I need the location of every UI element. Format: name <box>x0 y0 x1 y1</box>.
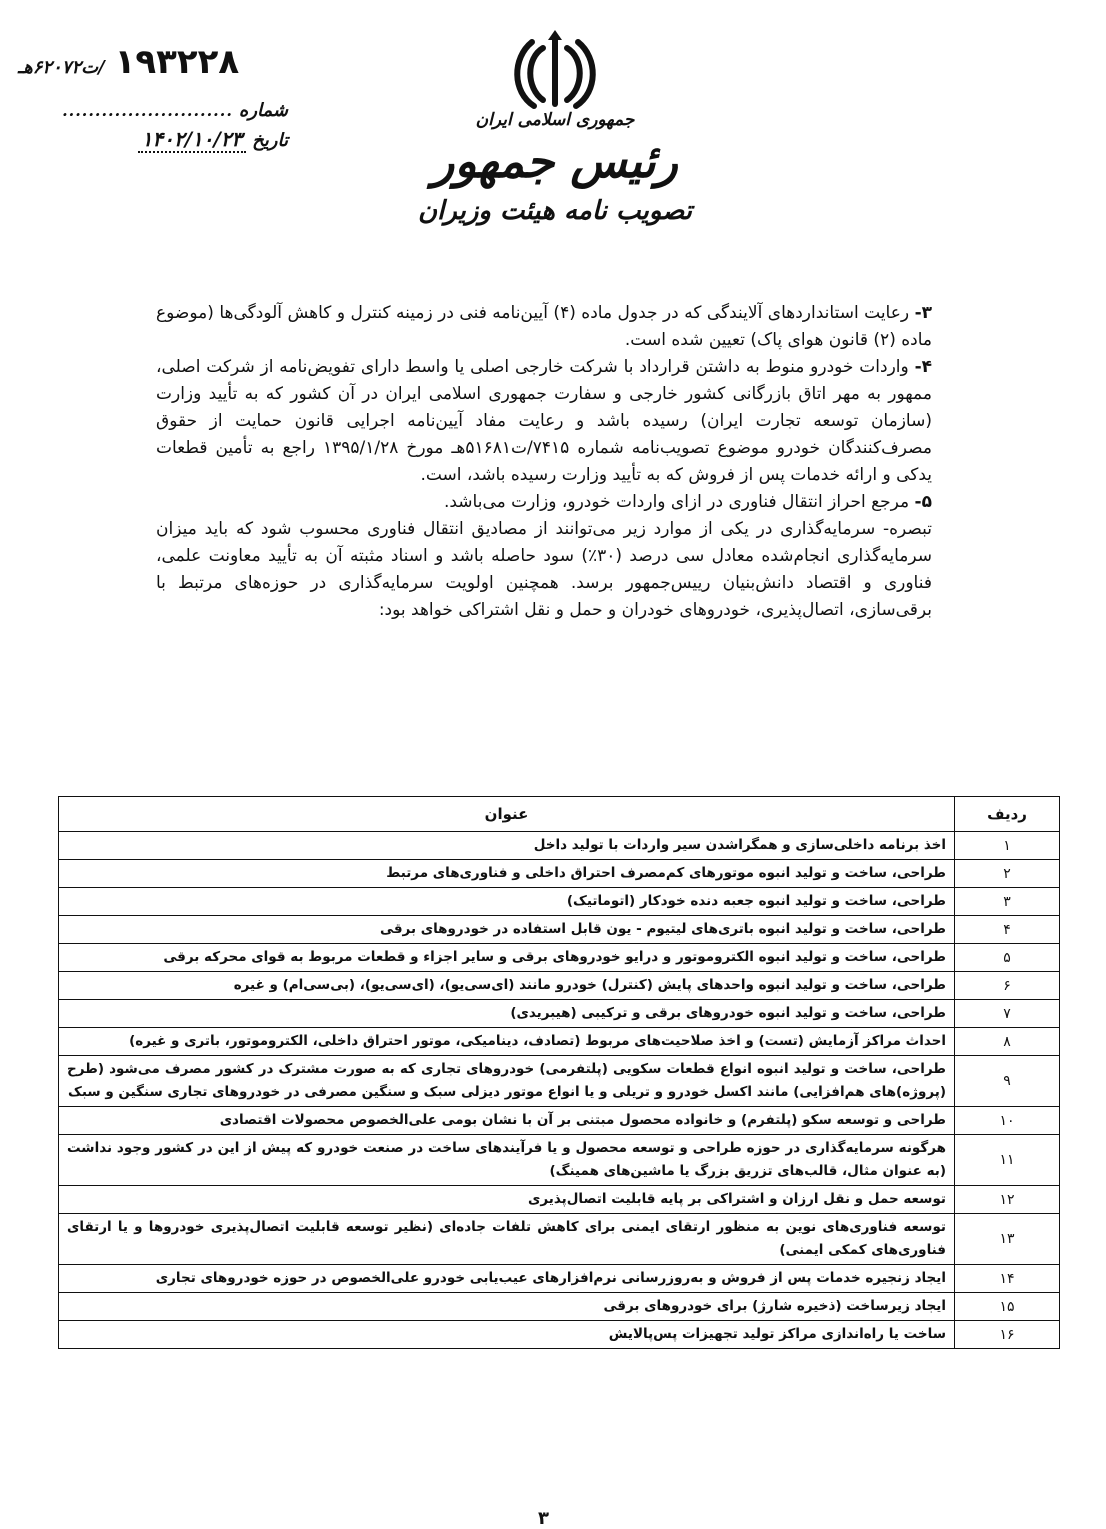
row-title: طراحی، ساخت و تولید انبوه موتورهای کم‌مصرف احتراق داخلی و فناوری‌های مرتبط <box>59 860 955 888</box>
number-label: شماره <box>238 100 288 121</box>
row-title: طراحی، ساخت و تولید انبوه الکتروموتور و درایو خودروهای برقی و سایر اجزاء و قطعات مربوط به قوای محرکه برقی <box>59 944 955 972</box>
clause-3 <box>156 300 932 354</box>
row-title: طراحی و توسعه سکو (پلتفرم) و خانواده محصول مبتنی بر آن با نشان بومی علی‌الخصوص محصولات اقتصادی <box>59 1107 955 1135</box>
row-index: ۱۶ <box>955 1321 1060 1349</box>
reference-block <box>18 42 288 153</box>
note-paragraph: تبصره- سرمایه‌گذاری در یکی از موارد زیر می‌توانند از مصادیق انتقال فناوری محسوب شود که باید میزان سرمایه‌گذاری انجام‌شده معادل سی درصد (۳۰٪) سود حاصله باشد و اسناد مثبته آن به تأیید معاونت علمی، فناوری و اقتصاد دانش‌بنیان رییس‌جمهور برسد. همچنین اولویت سرمایه‌گذاری در حوزه‌های مرتبط با برقی‌سازی، اتصال‌پذیری، خودروهای خودران و حمل و نقل اشتراکی خواهد بود: <box>156 519 932 620</box>
table-row <box>59 1056 1060 1107</box>
row-title: توسعه فناوری‌های نوین به منظور ارتقای ایمنی برای کاهش تلفات جاده‌ای (نظیر توسعه قابلیت اتصال‌پذیری خودروها و یا ارتقای فناوری‌های کمکی ایمنی) <box>59 1214 955 1265</box>
table-row <box>59 916 1060 944</box>
country-name: جمهوری اسلامی ایران <box>475 110 635 130</box>
table-row <box>59 888 1060 916</box>
office-title: رئیس جمهور <box>432 134 678 188</box>
table-row <box>59 944 1060 972</box>
column-header-index: ردیف <box>955 797 1060 832</box>
date-row <box>18 127 288 153</box>
row-title: طراحی، ساخت و تولید انبوه خودروهای برقی و ترکیبی (هیبریدی) <box>59 1000 955 1028</box>
reference-line <box>18 42 288 82</box>
row-title: طراحی، ساخت و تولید انبوه باتری‌های لیتیوم - یون قابل استفاده در خودروهای برقی <box>59 916 955 944</box>
row-index: ۱۲ <box>955 1186 1060 1214</box>
table-row <box>59 1000 1060 1028</box>
row-index: ۱۰ <box>955 1107 1060 1135</box>
table-row <box>59 972 1060 1000</box>
table-row <box>59 860 1060 888</box>
row-index: ۱۳ <box>955 1214 1060 1265</box>
clause-text: واردات خودرو منوط به داشتن قرارداد با شرکت خارجی اصلی یا واسط دارای تفویض‌نامه از شرکت اصلی، ممهور به مهر اتاق بازرگانی کشور خارجی و سفارت جمهوری اسلامی ایران در آن کشور که به تأیید وزارت (سازمان توسعه تجارت ایران) رسیده باشد و رعایت مفاد آیین‌نامه اجرایی قانون حمایت از حقوق مصرف‌کنندگان خودرو موضوع تصویب‌نامه شماره ۷۴۱۵/ت۵۱۶۸۱هـ مورخ ۱۳۹۵/۱/۲۸ راجع به تأمین قطعات یدکی و ارائه خدمات پس از فروش که به تأیید وزارت رسیده باشد، است. <box>156 357 932 485</box>
clause-number: ۴- <box>914 357 933 377</box>
row-index: ۵ <box>955 944 1060 972</box>
clause-number: ۵- <box>914 492 932 512</box>
date-label: تاریخ <box>252 130 288 151</box>
row-title: اخذ برنامه داخلی‌سازی و همگراشدن سیر واردات با تولید داخل <box>59 832 955 860</box>
row-index: ۲ <box>955 860 1060 888</box>
row-index: ۱۱ <box>955 1135 1060 1186</box>
clause-5 <box>156 489 932 516</box>
row-index: ۸ <box>955 1028 1060 1056</box>
clause-4 <box>156 354 932 489</box>
letterhead <box>400 110 710 226</box>
table-row <box>59 1214 1060 1265</box>
page-number: ۳ <box>538 1508 549 1529</box>
date-value: ۱۴۰۲/۱۰/۲۳ <box>138 127 247 153</box>
row-title: ساخت یا راه‌اندازی مراکز تولید تجهیزات پس‌پالایش <box>59 1321 955 1349</box>
clause-text: مرجع احراز انتقال فناوری در ازای واردات خودرو، وزارت می‌باشد. <box>443 492 910 512</box>
emblem-icon <box>510 26 600 116</box>
reference-code: /ت۶۲۰۷۲هـ <box>18 57 105 78</box>
table-row <box>59 1028 1060 1056</box>
row-index: ۳ <box>955 888 1060 916</box>
table-row <box>59 1321 1060 1349</box>
row-index: ۶ <box>955 972 1060 1000</box>
table-row <box>59 1186 1060 1214</box>
row-index: ۱۵ <box>955 1293 1060 1321</box>
body-text <box>156 300 932 624</box>
row-index: ۷ <box>955 1000 1060 1028</box>
clause-number: ۳- <box>914 303 933 323</box>
row-title: هرگونه سرمایه‌گذاری در حوزه طراحی و توسعه محصول و یا فرآیندهای ساخت در صنعت خودرو که پیش از این در کشور وجود نداشت (به عنوان مثال، قالب‌های تزریق بزرگ یا ماشین‌های همینگ) <box>59 1135 955 1186</box>
row-title: ایجاد زنجیره خدمات پس از فروش و به‌روزرسانی نرم‌افزارهای عیب‌یابی خودرو علی‌الخصوص در حوزه خودروهای تجاری <box>59 1265 955 1293</box>
row-title: احداث مراکز آزمایش (تست) و اخذ صلاحیت‌های مربوط (تصادف، دینامیکی، موتور احتراق داخلی، الکتروموتور، باتری و غیره) <box>59 1028 955 1056</box>
reference-number: ۱۹۳۲۲۸ <box>114 42 240 82</box>
table-row <box>59 1293 1060 1321</box>
row-index: ۹ <box>955 1056 1060 1107</box>
table-header-row <box>59 797 1060 832</box>
row-title: ایجاد زیرساخت (ذخیره شارژ) برای خودروهای برقی <box>59 1293 955 1321</box>
row-title: طراحی، ساخت و تولید انبوه جعبه دنده خودکار (اتوماتیک) <box>59 888 955 916</box>
row-title: طراحی، ساخت و تولید انبوه واحدهای پایش (کنترل) خودرو مانند (ای‌سی‌یو)، (ای‌سی‌یو)، (بی‌سی‌ام) و غیره <box>59 972 955 1000</box>
table-row <box>59 832 1060 860</box>
row-index: ۴ <box>955 916 1060 944</box>
row-title: توسعه حمل و نقل ارزان و اشتراکی بر پایه قابلیت اتصال‌پذیری <box>59 1186 955 1214</box>
row-index: ۱ <box>955 832 1060 860</box>
number-value: .......................... <box>62 101 233 120</box>
table-row <box>59 1265 1060 1293</box>
document-subtitle: تصویب نامه هیئت وزیران <box>417 196 693 226</box>
number-row <box>18 100 288 121</box>
column-header-title: عنوان <box>59 797 955 832</box>
table-row <box>59 1135 1060 1186</box>
investment-table <box>58 796 1060 1349</box>
row-title: طراحی، ساخت و تولید انبوه انواع قطعات سکویی (پلتفرمی) خودروهای تجاری که به صورت مشترک در کشور مصرف می‌شود (طرح (پروژه)های هم‌افزایی) مانند اکسل خودرو و تریلی و یا انواع موتور دیزلی سبک و سنگین مصرفی در خودروهای تجاری سنگین و سبک <box>59 1056 955 1107</box>
table-row <box>59 1107 1060 1135</box>
row-index: ۱۴ <box>955 1265 1060 1293</box>
clause-text: رعایت استانداردهای آلایندگی که در جدول ماده (۴) آیین‌نامه فنی در زمینه کنترل و کاهش آلودگی‌ها (موضوع ماده (۲) قانون هوای پاک) تعیین شده است. <box>156 303 932 350</box>
